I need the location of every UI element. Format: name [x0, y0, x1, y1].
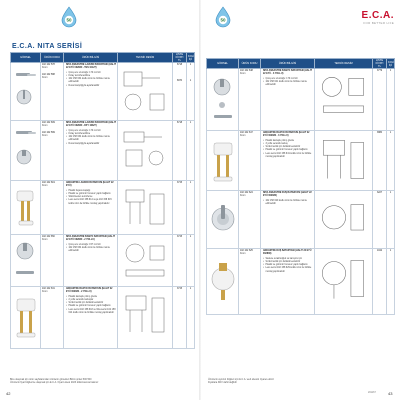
concealed-body-image — [13, 293, 39, 341]
wall-basin-mixer-image — [14, 71, 38, 111]
product-info-cell: ANKASTRE LAVABO BATARYASI (HALIT 22 EYÜ) • Plastik fayans kapağı • Plastik ve görünür fonusuz yapılı bağlantı • Sökülmeden temizleme • Less serisi 102 158 614 veya 102 158 615 kodlu ürün ile birlikte montaj yapılmalıdır — [64, 181, 118, 235]
technical-drawing — [120, 184, 170, 234]
qty-cell: 1 1 — [187, 63, 195, 121]
price-cell: 3715 — [173, 181, 187, 235]
concealed-body-image — [13, 187, 39, 229]
qty-cell: 1 — [187, 181, 195, 235]
price-cell: 3715 — [173, 287, 187, 349]
qty-cell: 1 — [387, 249, 395, 315]
technical-drawing-cell — [315, 191, 373, 249]
qty-cell: 1 — [187, 235, 195, 287]
technical-drawing — [317, 134, 370, 187]
page-number-left: 42 — [6, 391, 11, 396]
price-cell: 1042 — [373, 249, 387, 315]
technical-drawing — [120, 238, 170, 288]
concealed-body-image — [210, 257, 236, 307]
product-info-cell: ANKASTRE DUŞ BATARYASI (HALIT 22 EYÜ 002830) • Sadece sıcak/soğuk su karışımı için • Sızdırmazlık için fazlalık kesilebilir • Plastik ve görünür fonusuz yapılı bağlantı • Less serisi 102 158 629 kodlu ürün ile birlikte montaj yapılmalıdır — [261, 249, 315, 315]
table-row — [11, 181, 195, 235]
table-row — [11, 235, 195, 287]
footnote-right: Ürünlerin ayrıntılı bilgileri için E.C.A. web sitesini ziyaret ediniz Fiyatlara KDV dahil değildir — [208, 378, 274, 384]
technical-drawing — [317, 194, 370, 247]
technical-drawing — [120, 290, 170, 340]
shower-mixer-image — [210, 199, 236, 241]
product-image-cell — [11, 181, 41, 235]
price-cell: 6718 — [173, 121, 187, 181]
price-cell: 3715 — [173, 235, 187, 287]
header-info: ÜRÜN BİLGİSİ — [261, 59, 315, 69]
technical-drawing-cell — [118, 63, 173, 121]
page-number-right: 43 — [388, 391, 393, 396]
technical-drawing — [120, 66, 170, 116]
code-cell: 102 102 624 Krom — [239, 191, 261, 249]
qty-cell: 1 — [387, 69, 395, 131]
technical-drawing — [317, 252, 370, 305]
bath-mixer-image — [13, 239, 39, 283]
price-cell: 3880 — [373, 131, 387, 191]
product-image-cell — [207, 249, 239, 315]
technical-drawing-cell — [118, 121, 173, 181]
code-cell: 102 102 647 Krom — [239, 131, 261, 191]
table-row — [11, 121, 195, 181]
code-cell: 102 102 578 Krom 102 102 588 Krom — [41, 63, 64, 121]
code-cell: 102 102 631 Krom — [41, 287, 64, 349]
technical-drawing-cell — [118, 235, 173, 287]
header-info: ÜRÜN BİLGİSİ — [64, 53, 118, 63]
product-image-cell — [11, 63, 41, 121]
price-cell: 6718 6970 — [173, 63, 187, 121]
product-image-cell — [11, 121, 41, 181]
technical-drawing — [317, 72, 370, 125]
code-cell: 102 102 648 Krom — [239, 69, 261, 131]
product-table-right — [206, 58, 395, 315]
code-cell: 102 102 619 Krom — [41, 181, 64, 235]
header-price: LİSTE FİYATI TL — [373, 59, 387, 69]
table-header-row — [207, 59, 395, 69]
technical-drawing-cell — [118, 181, 173, 235]
qty-cell: 1 — [187, 287, 195, 349]
technical-drawing-cell — [315, 131, 373, 191]
code-reference: 201167 — [368, 391, 376, 394]
product-info-cell: NITA ANKASTRE BANYO BATARYASI (HALIT 22 EYÜ - 3 YOLLU) • Çıkış ucu uzunluğu: 170 mm'dir • 102 158 641 kodlu ürün ile birlikte monte edilmelidir — [261, 69, 315, 131]
technical-drawing — [120, 124, 170, 174]
product-table-left — [10, 52, 195, 349]
product-image-cell — [11, 287, 41, 349]
concealed-body-image — [210, 137, 236, 185]
header-code: ÜRÜN KODU — [239, 59, 261, 69]
table-row — [207, 191, 395, 249]
wall-basin-mixer-image — [14, 127, 38, 171]
code-cell: 102 102 625 Krom — [239, 249, 261, 315]
product-image-cell — [207, 69, 239, 131]
brand-logo: E.C.A. FOR BETTER LIFE — [361, 10, 394, 25]
code-cell: 102 102 650 Krom — [41, 235, 64, 287]
table-row — [207, 249, 395, 315]
product-image-cell — [207, 131, 239, 191]
table-row — [11, 287, 195, 349]
product-info-cell: NITA ANKASTRE BANYO BATARYASI (HALIT 22 EYÜ 002830 - 2 YOLLU) • Çıkış ucu uzunluğu: 157 mm'dir • 102 158 634 kodlu ürün ile birlikte monte edilmelidir — [64, 235, 118, 287]
price-cell: 3227 — [373, 191, 387, 249]
right-page — [200, 0, 400, 400]
qty-cell: 1 — [387, 131, 395, 191]
header-image: GÖRSEL — [11, 53, 41, 63]
bath-mixer-image — [210, 75, 236, 125]
header-qty: KOLİ İÇİ — [388, 60, 394, 67]
technical-drawing-cell — [315, 69, 373, 131]
svg-text:50: 50 — [220, 17, 226, 23]
series-title: E.C.A. NITA SERİSİ — [12, 43, 83, 50]
header-price: LİSTE FİYATI TL — [173, 53, 187, 63]
table-row — [207, 69, 395, 131]
code-cell: 102 102 609 Krom 102 102 599 Krom — [41, 121, 64, 181]
product-info-cell: NITA ANKASTRE LAVABO BATARYASI (HALIT 22 EYÜ 002830 - TES 10127) • Çıkış ucu uzunluğu: 170 mm'dir • Kolay temizlenebilme • 102 158 634 kodlu ürün ile birlikte monte edilmelidir • Duvar karşılığıyla ayarlanabilir — [64, 63, 118, 121]
table-row — [11, 63, 195, 121]
header-drawing: TEKNİK RESİM — [315, 59, 373, 69]
table-header-row — [11, 53, 195, 63]
product-info-cell: NITA ANKASTRE LAVABO BATARYASI (HALIT 22 EYÜ 002830 - DFY 10327) • Çıkış ucu uzunluğu: 170 mm'dir • Kolay temizlenebilme • 102 158 634 kodlu ürün ile birlikte monte edilmelidir • Duvar karşılığıyla ayarlanabilir — [64, 121, 118, 181]
header-drawing: TEKNİK RESİM — [118, 53, 173, 63]
header-image: GÖRSEL — [207, 59, 239, 69]
price-cell: 3779 — [373, 69, 387, 131]
product-info-cell: ANKASTRE BANYO BATARYASI (HALIT 22 EYÜ 002830 - 3 YOLLU) • Plastik kartuşlu pirinç gövde • 3 yollu seramik kartuş • Sızdırmazlık için fazlalık kesilebilir • Plastik ve görünür fonusuz yapılı bağlantı • Less serisi 102 158 641 kodlu ürün ile birlikte montaj yapılmalıdır — [261, 131, 315, 191]
table-row — [207, 131, 395, 191]
header-qty: KOLİ İÇİ — [188, 54, 194, 61]
badge-icon — [214, 6, 232, 28]
technical-drawing-cell — [315, 249, 373, 315]
footnote-left: Bize ulaşmak için ürün sayfalarından ürünlerin görselleri Bizim şirket 500 500 Ürünlerin fiyat bilgilerine ulaşmak için E.C.A. Fiyat Listesi 2023 dökümanına bakınız — [10, 378, 99, 384]
qty-cell: 1 — [187, 121, 195, 181]
product-image-cell — [11, 235, 41, 287]
product-info-cell: ANKASTRE BANYO BATARYASI (HALIT 22 EYÜ 002830 - 2 YOLLU) • Plastik kartuşlu pirinç gövde • 2 yollu seramik kartuşlar • Sızdırmazlık için fazlalık kesilebilir • Plastik ve görünür fonusuz yapılı bağlantı • Less serisi 102 158 618 ve Nita serisi 102 158 614 kodlu ürün ile birlikte montaj yapılmalıdır — [64, 287, 118, 349]
product-info-cell: NITA ANKASTRE DUŞ BATARYASI (HALIT 22 EYÜ 002830) • 102 158 629 kodlu ürün ile birlikte monte edilmelidir — [261, 191, 315, 249]
svg-text:50: 50 — [66, 17, 72, 23]
technical-drawing-cell — [118, 287, 173, 349]
qty-cell: 1 — [387, 191, 395, 249]
badge-icon — [60, 6, 78, 28]
product-image-cell — [207, 191, 239, 249]
header-code: ÜRÜN KODU — [41, 53, 64, 63]
